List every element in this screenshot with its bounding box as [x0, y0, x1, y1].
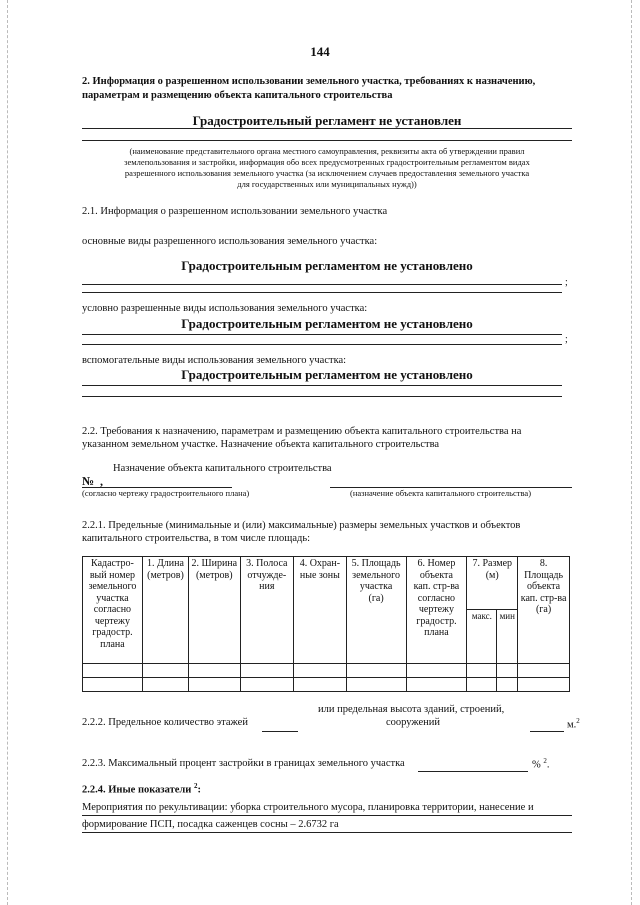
s21-heading: 2.1. Информация о разрешенном использовании земельного участка	[82, 206, 388, 217]
s21-aux-value: Градостроительным регламентом не установлено	[181, 367, 473, 382]
s222-footnote: 2	[576, 717, 580, 725]
s22-line2: указанном земельном участке. Назначение объекта капитального строительства	[82, 439, 440, 450]
s21-aux-label: вспомогательные виды использования земельного участка:	[82, 355, 347, 366]
section-2-heading-line2: параметрам и размещению объекта капитального строительства	[82, 90, 393, 101]
page-number: 144	[310, 44, 330, 59]
table-header-row	[83, 557, 570, 610]
s222-label: 2.2.2. Предельное количество этажей	[82, 717, 248, 728]
s21-main-value: Градостроительным регламентом не установлено	[181, 258, 473, 273]
col-width: 2. Ширина (метров)	[189, 557, 241, 664]
col-length: 1. Длина (метров)	[142, 557, 188, 664]
s222-floors-line	[262, 731, 298, 732]
s21-main-label: основные виды разрешенного использования земельного участка:	[82, 236, 378, 247]
table-row	[83, 678, 570, 692]
s21-cond-semicolon: ;	[565, 334, 568, 345]
s222-alt-line1: или предельная высота зданий, строений,	[318, 704, 505, 715]
col-object-number: 6. Номер объекта кап. стр-ва согласно чертежу градостр. плана	[406, 557, 467, 664]
col-size-min: мин	[497, 610, 518, 664]
regulation-note-2: землепользования и застройки, информация обо всех предусмотренных градостроительным регламентом видах	[124, 157, 530, 167]
col-plot-area: 5. Площадь земельного участка (га)	[346, 557, 406, 664]
s222-unit-text: м.	[567, 719, 577, 731]
dimensions-table	[82, 556, 570, 692]
s224-line1	[82, 815, 572, 816]
col-protected-zones: 4. Охран- ные зоны	[294, 557, 347, 664]
s224-text-line1: Мероприятия по рекультивации: уборка строительного мусора, планировка территории, нанесение и	[82, 802, 534, 813]
col-object-area: 8. Площадь объекта кап. стр-ва (га)	[518, 557, 570, 664]
s22-number-label: №	[82, 474, 95, 488]
s223-footnote: 2	[543, 757, 547, 765]
s224-text-line2: формирование ПСП, посадка саженцев сосны – 2.6732 га	[82, 819, 339, 830]
table-row	[83, 664, 570, 678]
s21-main-semicolon: ;	[565, 277, 568, 288]
col-cadastral: Кадастро- вый номер земельного участка согласно чертежу градостр. плана	[83, 557, 143, 664]
s22-line1: 2.2. Требования к назначению, параметрам и размещению объекта капитального строительства на	[82, 426, 522, 437]
s223-end: .	[546, 759, 550, 771]
regulation-title: Градостроительный регламент не установлен	[192, 113, 462, 128]
regulation-note-4: для государственных или муниципальных нужд))	[237, 179, 417, 189]
col-size: 7. Размер (м)	[467, 557, 518, 610]
s224-footnote: 2	[193, 782, 198, 790]
regulation-note-3: разрешенного использования земельного участка (за исключением случаев предоставления земельного участка	[124, 168, 530, 178]
s221-line1: 2.2.1. Предельные (минимальные и (или) максимальные) размеры земельных участков и объектов	[82, 520, 521, 531]
s21-aux-line-2	[82, 396, 562, 397]
s21-aux-line	[82, 385, 562, 386]
s22-right-caption: (назначение объекта капитального строительства)	[350, 488, 532, 498]
s222-alt-line2: сооружений	[386, 717, 441, 728]
section-2-heading-line1: 2. Информация о разрешенном использовании земельного участка, требованиях к назначению,	[82, 76, 536, 87]
scan-edge-right	[631, 0, 640, 905]
regulation-underline-2	[82, 140, 572, 141]
s22-number-value: ,	[100, 474, 103, 488]
s221-line2: капитального строительства, в том числе площадь:	[82, 533, 311, 544]
s224-label-block	[82, 780, 201, 797]
s21-cond-value: Градостроительным регламентом не установлено	[181, 316, 473, 331]
s22-purpose-label: Назначение объекта капитального строительства	[113, 463, 332, 474]
s224-label: 2.2.4. Иные показатели	[82, 784, 192, 796]
s22-left-caption: (согласно чертежу градостроительного плана)	[82, 488, 250, 498]
s223-value-line	[418, 771, 528, 772]
s21-cond-line-2	[82, 344, 562, 345]
s21-cond-line	[82, 334, 562, 335]
regulation-underline	[82, 128, 572, 129]
s21-cond-label: условно разрешенные виды использования земельного участка:	[82, 303, 368, 314]
col-size-max: макс.	[467, 610, 497, 664]
s223-unit-text: %	[532, 759, 541, 771]
s21-main-line-2	[82, 292, 562, 293]
scan-edge-left	[0, 0, 8, 905]
s223-unit	[532, 755, 550, 772]
s223-label: 2.2.3. Максимальный процент застройки в границах земельного участка	[82, 758, 405, 769]
s224-colon: :	[197, 784, 201, 796]
s224-line2	[82, 832, 572, 833]
col-exclusion-strip: 3. Полоса отчужде- ния	[240, 557, 294, 664]
regulation-note-1: (наименование представительного органа местного самоуправления, реквизиты акта об утверждении правил	[129, 146, 525, 156]
s222-unit	[567, 715, 580, 732]
s21-main-line	[82, 284, 562, 285]
s222-height-line	[530, 731, 564, 732]
